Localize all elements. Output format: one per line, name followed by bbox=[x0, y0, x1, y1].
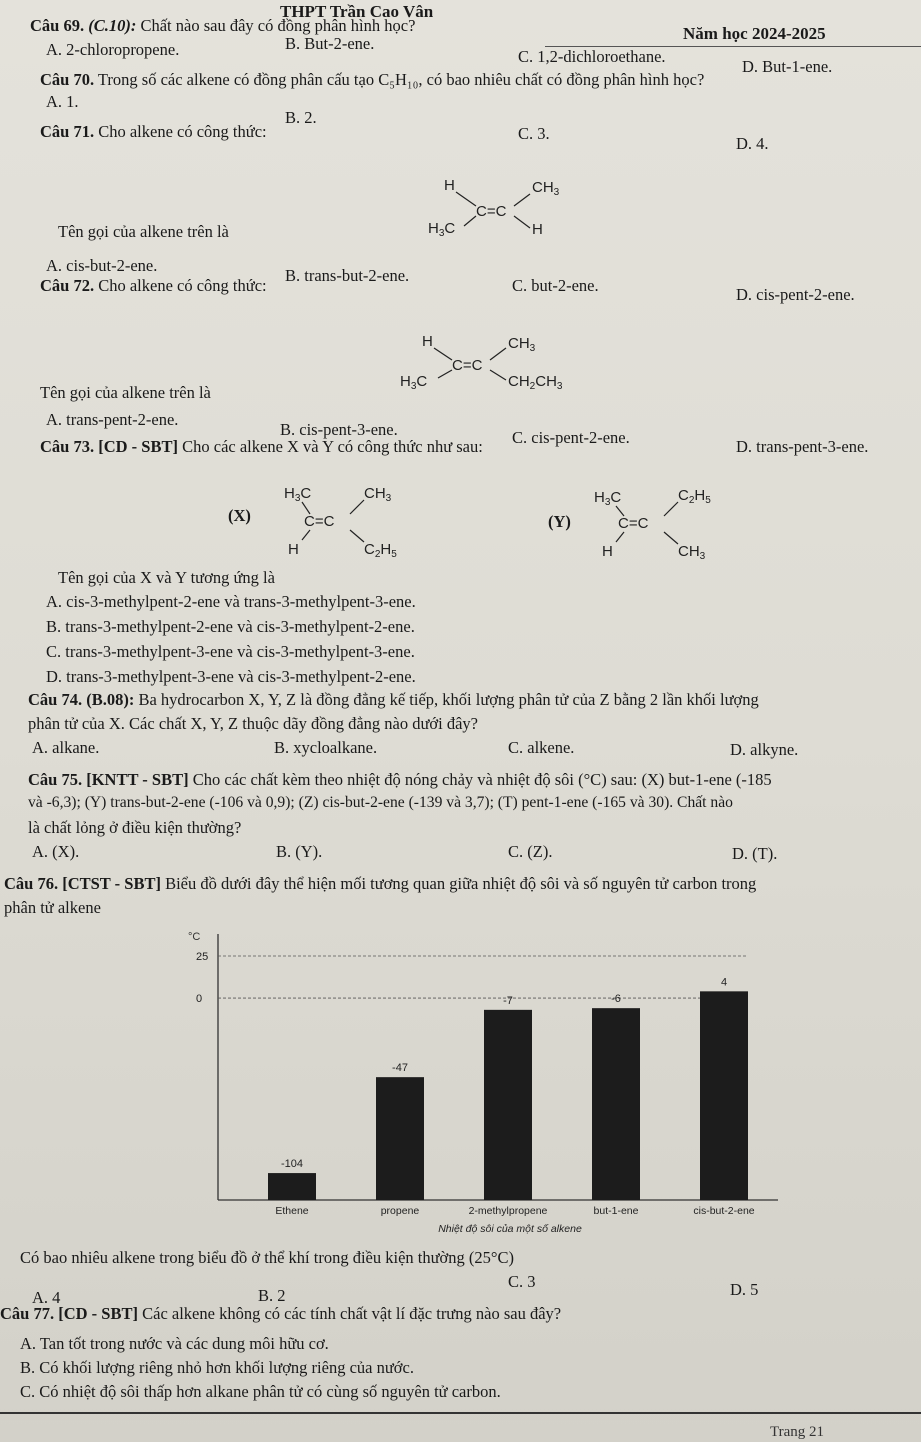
chart-bar-cis-but-2-ene bbox=[700, 991, 748, 1200]
q76-line1: Biểu đồ dưới đây thể hiện mối tương quan giữa nhiệt độ sôi và số nguyên tử carbon trong bbox=[165, 874, 757, 893]
q69-option-a[interactable]: A. 2-chloropropene. bbox=[46, 40, 180, 59]
q71-option-c[interactable]: C. but-2-ene. bbox=[512, 276, 599, 295]
q74-line2: phân tử của X. Các chất X, Y, Z thuộc dãy đồng đẳng nào dưới đây? bbox=[28, 714, 478, 733]
boiling-point-chart bbox=[180, 930, 780, 1242]
q77-text: Các alkene không có các tính chất vật lí đặc trưng nào sau đây? bbox=[142, 1304, 562, 1323]
q73-source: [CD - SBT] bbox=[98, 437, 178, 456]
q75-option-b[interactable]: B. (Y). bbox=[276, 842, 323, 861]
svg-text:CH3: $CH_3$ bbox=[532, 179, 560, 198]
q73-label-y: (Y) bbox=[548, 512, 571, 531]
chart-bar-propene bbox=[376, 1077, 424, 1200]
svg-text:H: H bbox=[532, 221, 543, 238]
svg-text:H: H bbox=[602, 543, 613, 560]
q72-option-b[interactable]: B. cis-pent-3-ene. bbox=[280, 420, 398, 439]
q73-structure-x bbox=[280, 478, 420, 562]
q70-option-c[interactable]: C. 3. bbox=[518, 124, 550, 143]
school-year: Năm học 2024-2025 bbox=[683, 24, 826, 43]
svg-text:H: H bbox=[288, 541, 299, 558]
q76-option-d[interactable]: D. 5 bbox=[730, 1280, 759, 1299]
q75-stem bbox=[28, 770, 772, 790]
q75-number: Câu 75. bbox=[28, 770, 83, 789]
svg-text:CH3: $CH_3$ bbox=[508, 335, 536, 354]
q72-stem bbox=[40, 276, 267, 296]
svg-text:CH3: $CH_3$ bbox=[678, 543, 706, 562]
chart-category-label: but-1-ene bbox=[593, 1205, 639, 1217]
q74-number: Câu 74. bbox=[28, 690, 83, 709]
school-name: THPT Trần Cao Vân bbox=[280, 2, 434, 21]
svg-text:H3C: $H_3C$ bbox=[428, 220, 456, 239]
q71-option-b[interactable]: B. trans-but-2-ene. bbox=[285, 266, 410, 285]
q76-line2: phân tử alkene bbox=[4, 898, 101, 917]
svg-text:H3C: $H_3C$ bbox=[284, 485, 312, 504]
chart-title: Nhiệt độ sôi của một số alkene bbox=[438, 1223, 582, 1235]
chart-bar-but-1-ene bbox=[592, 1008, 640, 1200]
q72-text: Cho alkene có công thức: bbox=[98, 276, 267, 295]
q73-option-d[interactable]: D. trans-3-methylpent-3-ene và cis-3-methylpent-2-ene. bbox=[46, 667, 416, 686]
q70-option-b[interactable]: B. 2. bbox=[285, 108, 317, 127]
q75-line1: Cho các chất kèm theo nhiệt độ nóng chảy và nhiệt độ sôi (°C) sau: (X) but-1-ene (-185 bbox=[192, 770, 772, 789]
chart-bar-ethene bbox=[268, 1173, 316, 1200]
q76-stem bbox=[4, 874, 756, 894]
q72-option-d[interactable]: D. trans-pent-3-ene. bbox=[736, 437, 869, 456]
page-number: Trang 21 bbox=[770, 1424, 825, 1440]
chart-category-label: 2-methylpropene bbox=[468, 1205, 548, 1217]
q73-prompt: Tên gọi của X và Y tương ứng là bbox=[58, 568, 275, 587]
q76-option-c[interactable]: C. 3 bbox=[508, 1272, 536, 1291]
chart-category-label: propene bbox=[380, 1205, 420, 1217]
svg-text:CH3: $CH_3$ bbox=[364, 485, 392, 504]
q76-question: Có bao nhiêu alkene trong biểu đồ ở thể khí trong điều kiện thường (25°C) bbox=[20, 1248, 514, 1267]
q76-source: [CTST - SBT] bbox=[62, 874, 161, 893]
q73-option-b[interactable]: B. trans-3-methylpent-2-ene và cis-3-methylpent-2-ene. bbox=[46, 617, 415, 636]
q76-option-a[interactable]: A. 4 bbox=[32, 1288, 61, 1307]
chart-value-label: -7 bbox=[503, 994, 513, 1007]
q69-number: Câu 69. bbox=[30, 16, 85, 35]
q72-prompt: Tên gọi của alkene trên là bbox=[40, 383, 211, 402]
q70-option-d[interactable]: D. 4. bbox=[736, 134, 769, 153]
q74-stem bbox=[28, 690, 759, 710]
svg-text:C=C: C=C bbox=[476, 203, 507, 220]
q71-text: Cho alkene có công thức: bbox=[98, 122, 267, 141]
q75-source: [KNTT - SBT] bbox=[86, 770, 189, 789]
footer-divider bbox=[0, 1412, 921, 1414]
q71-number: Câu 71. bbox=[40, 122, 95, 141]
q71-structure bbox=[430, 170, 590, 246]
chart-bar-2-methylpropene bbox=[484, 1010, 532, 1200]
q69-stem bbox=[30, 16, 415, 36]
q73-option-c[interactable]: C. trans-3-methylpent-3-ene và cis-3-methylpent-3-ene. bbox=[46, 642, 415, 661]
q73-option-a[interactable]: A. cis-3-methylpent-2-ene và trans-3-methylpent-3-ene. bbox=[46, 592, 416, 611]
q76-number: Câu 76. bbox=[4, 874, 59, 893]
chart-gridlines bbox=[218, 956, 748, 998]
svg-text:H3C: $H_3C$ bbox=[594, 489, 622, 508]
q73-text: Cho các alkene X và Y có công thức như sau: bbox=[182, 437, 483, 456]
chart-bars bbox=[268, 991, 748, 1200]
svg-text:H: H bbox=[422, 333, 433, 350]
chart-value-label: -47 bbox=[392, 1062, 408, 1075]
q74-source: (B.08): bbox=[86, 690, 135, 709]
svg-text:C=C: C=C bbox=[618, 515, 649, 532]
q77-stem bbox=[0, 1304, 561, 1324]
q70-text: Trong số các alkene có đồng phân cấu tạo C₅H₁₀, có bao nhiêu chất có đồng phân hình học? bbox=[97, 70, 705, 89]
chart-y-axis-label: °C bbox=[188, 931, 201, 943]
q72-option-c[interactable]: C. cis-pent-2-ene. bbox=[512, 428, 630, 447]
chart-category-label: Ethene bbox=[275, 1205, 309, 1217]
chart-value-label: -6 bbox=[611, 993, 621, 1006]
q73-label-x: (X) bbox=[228, 506, 251, 525]
q75-line3: là chất lỏng ở điều kiện thường? bbox=[28, 818, 242, 837]
q75-option-d[interactable]: D. (T). bbox=[732, 844, 778, 863]
q73-structure-y bbox=[594, 480, 734, 564]
svg-text:H: H bbox=[444, 177, 455, 194]
q69-source: (C.10): bbox=[88, 16, 137, 35]
q77-option-b[interactable]: B. Có khối lượng riêng nhỏ hơn khối lượng riêng của nước. bbox=[20, 1358, 414, 1377]
chart-y-tick-label: 25 bbox=[196, 951, 209, 963]
q74-option-c[interactable]: C. alkene. bbox=[508, 738, 575, 757]
q71-option-a[interactable]: A. cis-but-2-ene. bbox=[46, 256, 158, 275]
q70-stem bbox=[40, 70, 704, 90]
q74-option-b[interactable]: B. xycloalkane. bbox=[274, 738, 378, 757]
q71-prompt: Tên gọi của alkene trên là bbox=[58, 222, 229, 241]
q69-option-d[interactable]: D. But-1-ene. bbox=[742, 57, 833, 76]
q73-stem bbox=[40, 437, 483, 457]
q75-line2: và -6,3); (Y) trans-but-2-ene (-106 và 0,9); (Z) cis-but-2-ene (-139 và 3,7); (T) pent-1-ene (-165 và 30). Chất nào bbox=[28, 794, 733, 811]
q73-number: Câu 73. bbox=[40, 437, 95, 456]
svg-text:CH2CH3: $CH_2CH_3$ bbox=[508, 373, 563, 392]
svg-text:C=C: C=C bbox=[304, 513, 335, 530]
q77-source: [CD - SBT] bbox=[58, 1304, 138, 1323]
q77-option-c[interactable]: C. Có nhiệt độ sôi thấp hơn alkane phân tử có cùng số nguyên tử carbon. bbox=[20, 1382, 501, 1401]
q69-option-b[interactable]: B. But-2-ene. bbox=[285, 34, 375, 53]
q70-number: Câu 70. bbox=[40, 70, 95, 89]
q74-line1: Ba hydrocarbon X, Y, Z là đồng đẳng kế tiếp, khối lượng phân tử của Z bằng 2 lần khối lượng bbox=[138, 690, 759, 709]
q72-structure bbox=[400, 326, 600, 398]
q76-option-b[interactable]: B. 2 bbox=[258, 1286, 286, 1305]
svg-text:C2H5: $C_2H_5$ bbox=[364, 541, 397, 560]
chart-category-label: cis-but-2-ene bbox=[693, 1205, 755, 1217]
q77-number: Câu 77. bbox=[0, 1304, 55, 1323]
svg-text:C=C: C=C bbox=[452, 357, 483, 374]
q75-option-c[interactable]: C. (Z). bbox=[508, 842, 553, 861]
svg-text:H3C: $H_3C$ bbox=[400, 373, 428, 392]
q74-option-a[interactable]: A. alkane. bbox=[32, 738, 100, 757]
svg-text:C2H5: $C_2H_5$ bbox=[678, 487, 711, 506]
q70-option-a[interactable]: A. 1. bbox=[46, 92, 79, 111]
chart-value-label: 4 bbox=[720, 976, 728, 989]
q69-text: Chất nào sau đây có đồng phân hình học? bbox=[140, 16, 416, 35]
chart-value-label: -104 bbox=[280, 1158, 304, 1171]
q74-option-d[interactable]: D. alkyne. bbox=[730, 740, 799, 759]
q77-option-a[interactable]: A. Tan tốt trong nước và các dung môi hữu cơ. bbox=[20, 1334, 329, 1353]
q71-stem bbox=[40, 122, 267, 142]
q71-option-d[interactable]: D. cis-pent-2-ene. bbox=[736, 285, 855, 304]
q75-option-a[interactable]: A. (X). bbox=[32, 842, 80, 861]
q72-number: Câu 72. bbox=[40, 276, 95, 295]
q69-option-c[interactable]: C. 1,2-dichloroethane. bbox=[518, 47, 666, 66]
q72-option-a[interactable]: A. trans-pent-2-ene. bbox=[46, 410, 179, 429]
chart-y-tick-label: 0 bbox=[196, 993, 203, 1006]
